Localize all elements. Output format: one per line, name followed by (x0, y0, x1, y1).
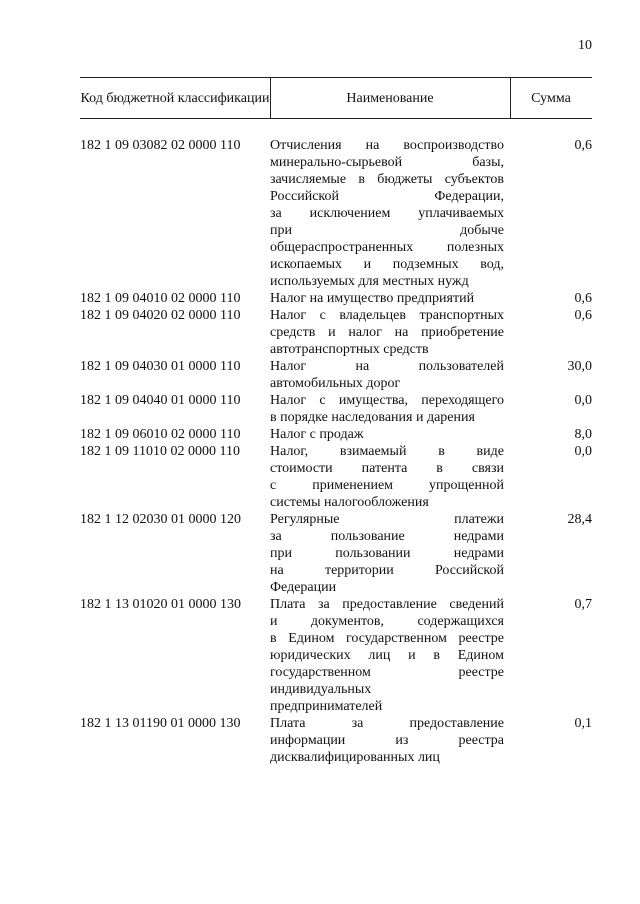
header-name: Наименование (346, 90, 434, 106)
item-name-line: Налог на пользователей (270, 359, 504, 374)
item-name-line: с применением упрощенной (270, 478, 504, 493)
table-row (80, 443, 592, 511)
item-name-line: и документов, содержащихся (270, 614, 504, 629)
item-name-line: стоимости патента в связи (270, 461, 504, 476)
item-name-line: при добыче (270, 223, 504, 238)
item-name-line: индивидуальных (270, 682, 372, 697)
table-row (80, 511, 592, 596)
item-name-line: за пользование недрами (270, 529, 504, 544)
item-name-line: предпринимателей (270, 699, 383, 714)
item-name-line: государственном реестре (270, 665, 504, 680)
item-name-line: Федерации (270, 580, 337, 595)
item-name (270, 392, 504, 426)
item-name (270, 358, 504, 392)
table-row (80, 358, 592, 392)
table-row (80, 392, 592, 426)
item-name-line: автомобильных дорог (270, 376, 401, 391)
item-name (270, 290, 504, 307)
table-row (80, 596, 592, 715)
item-name (270, 511, 504, 596)
table-header (80, 78, 592, 118)
item-name-line: зачисляемые в бюджеты субъектов (270, 172, 504, 187)
budget-code: 182 1 13 01020 01 0000 130 (80, 597, 241, 612)
item-name-line: минерально-сырьевой базы, (270, 155, 504, 170)
item-name (270, 307, 504, 358)
table-row (80, 137, 592, 290)
page-number: 10 (578, 38, 592, 53)
item-name-line: юридических лиц и в Едином (270, 648, 504, 663)
item-name-line: в порядке наследования и дарения (270, 410, 475, 425)
item-name-line: Налог, взимаемый в виде (270, 444, 504, 459)
table-row (80, 290, 592, 307)
budget-code: 182 1 09 04020 02 0000 110 (80, 308, 241, 323)
item-sum: 30,0 (567, 359, 592, 374)
item-name-line: Налог с имущества, переходящего (270, 393, 504, 408)
item-name-line: используемых для местных нужд (270, 274, 469, 289)
item-sum: 0,1 (574, 716, 592, 731)
item-sum: 0,6 (574, 138, 592, 153)
item-name-line: общераспространенных полезных (270, 240, 504, 255)
header-code: Код бюджетной классификации (80, 90, 270, 106)
budget-code: 182 1 09 04030 01 0000 110 (80, 359, 241, 374)
table-row (80, 426, 592, 443)
table-row (80, 715, 592, 766)
item-name (270, 426, 504, 443)
item-name-line: в Едином государственном реестре (270, 631, 504, 646)
budget-code: 182 1 09 03082 02 0000 110 (80, 138, 241, 153)
budget-code: 182 1 12 02030 01 0000 120 (80, 512, 241, 527)
table-body (80, 119, 592, 766)
item-sum: 8,0 (574, 427, 592, 442)
item-name-line: Плата за предоставление сведений (270, 597, 504, 612)
item-name-line: Плата за предоставление (270, 716, 504, 731)
item-sum: 28,4 (567, 512, 592, 527)
item-sum: 0,6 (574, 291, 592, 306)
item-name-line: автотранспортных средств (270, 342, 429, 357)
item-name-line: системы налогообложения (270, 495, 429, 510)
item-name-line: Налог с владельцев транспортных (270, 308, 504, 323)
item-name-line: информации из реестра (270, 733, 504, 748)
header-sum: Сумма (531, 90, 571, 106)
item-name-line: на территории Российской (270, 563, 504, 578)
item-name (270, 596, 504, 715)
item-name-line: при пользовании недрами (270, 546, 504, 561)
item-name-line: Налог на имущество предприятий (270, 291, 475, 306)
item-sum: 0,0 (574, 393, 592, 408)
table-row (80, 307, 592, 358)
budget-code: 182 1 13 01190 01 0000 130 (80, 716, 241, 731)
item-sum: 0,7 (574, 597, 592, 612)
item-name-line: средств и налог на приобретение (270, 325, 504, 340)
item-name-line: Налог с продаж (270, 427, 364, 442)
item-name-line: за исключением уплачиваемых (270, 206, 504, 221)
budget-code: 182 1 09 11010 02 0000 110 (80, 444, 240, 459)
item-name-line: дисквалифицированных лиц (270, 750, 440, 765)
item-name (270, 715, 504, 766)
item-sum: 0,0 (574, 444, 592, 459)
item-name (270, 443, 504, 511)
item-name-line: ископаемых и подземных вод, (270, 257, 504, 272)
budget-table (80, 77, 592, 766)
item-name-line: Отчисления на воспроизводство (270, 138, 504, 153)
budget-code: 182 1 09 04010 02 0000 110 (80, 291, 241, 306)
budget-code: 182 1 09 06010 02 0000 110 (80, 427, 241, 442)
item-name (270, 137, 504, 290)
item-sum: 0,6 (574, 308, 592, 323)
item-name-line: Российской Федерации, (270, 189, 504, 204)
item-name-line: Регулярные платежи (270, 512, 504, 527)
budget-code: 182 1 09 04040 01 0000 110 (80, 393, 241, 408)
